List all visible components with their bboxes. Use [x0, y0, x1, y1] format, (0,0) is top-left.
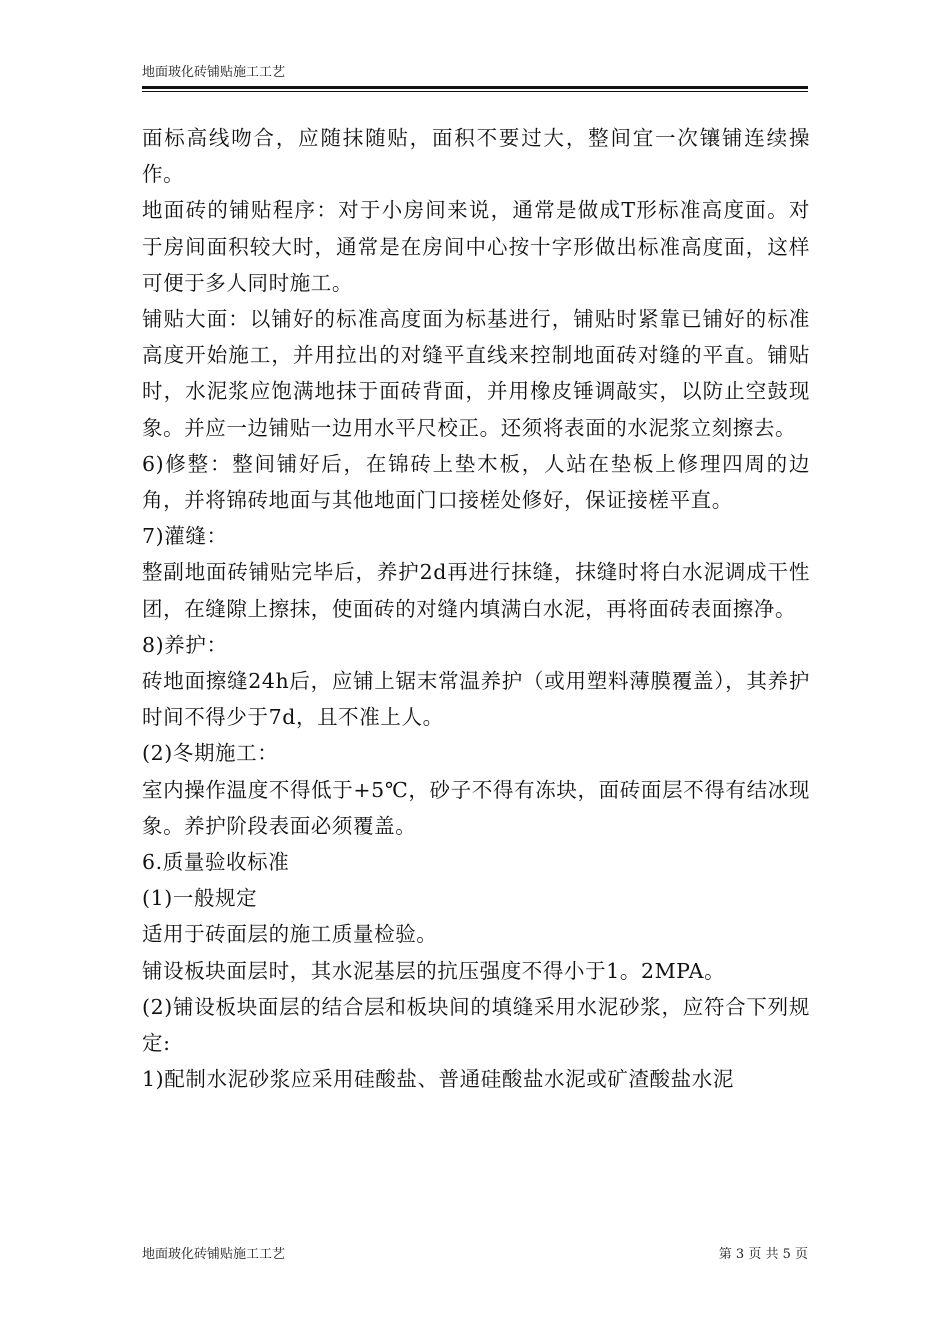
section-heading: 6.质量验收标准 — [142, 850, 290, 875]
paragraph: 适用于砖面层的施工质量检验。 — [142, 922, 438, 947]
header-rule-thick — [142, 86, 808, 89]
paragraph: 面标高线吻合，应随抹随贴，面积不要过大，整间宜一次镶铺连续操作。 — [142, 126, 810, 187]
paragraph: 整副地面砖铺贴完毕后，养护2d再进行抹缝，抹缝时将白水泥调成干性团，在缝隙上擦抹，使面砖的对缝内填满白水泥，再将面砖表面擦净。 — [142, 560, 810, 621]
paragraph: (2)冬期施工： — [142, 741, 279, 766]
paragraph: 砖地面擦缝24h后，应铺上锯末常温养护（或用塑料薄膜覆盖），其养护时间不得少于7d，且不准上人。 — [142, 669, 810, 730]
paragraph: (1)一般规定 — [142, 886, 258, 911]
page-footer — [142, 1246, 808, 1266]
header-title: 地面玻化砖铺贴施工工艺 — [142, 65, 286, 80]
header-rule-thin — [142, 91, 808, 92]
paragraph: (2)铺设板块面层的结合层和板块间的填缝采用水泥砂浆，应符合下列规定: — [142, 994, 810, 1056]
paragraph: 室内操作温度不得低于+5℃，砂子不得有冻块，面砖面层不得有结冰现象。养护阶段表面必须覆盖。 — [142, 777, 810, 838]
paragraph: 1)配制水泥砂浆应采用硅酸盐、普通硅酸盐水泥或矿渣酸盐水泥 — [142, 1067, 734, 1092]
page-number: 第 3 页 共 5 页 — [718, 1247, 808, 1262]
footer-title: 地面玻化砖铺贴施工工艺 — [142, 1247, 286, 1262]
page-header — [142, 64, 808, 92]
paragraph: 7)灌缝： — [142, 524, 228, 549]
paragraph: 铺贴大面：以铺好的标准高度面为标基进行，铺贴时紧靠已铺好的标准高度开始施工，并用拉出的对缝平直线来控制地面砖对缝的平直。铺贴时，水泥浆应饱满地抹于面砖背面，并用橡皮锤调敲实，以防止空鼓现象。并应一边铺贴一边用水平尺校正。还须将表面的水泥浆立刻擦去。 — [142, 307, 810, 440]
paragraph: 地面砖的铺贴程序：对于小房间来说，通常是做成T形标准高度面。对于房间面积较大时，通常是在房间中心按十字形做出标准高度面，这样可便于多人同时施工。 — [142, 198, 810, 295]
paragraph: 铺设板块面层时，其水泥基层的抗压强度不得小于1。2MPA。 — [142, 958, 726, 983]
paragraph: 8)养护： — [142, 632, 228, 657]
document-body — [142, 120, 810, 1097]
paragraph: 6)修整：整间铺好后，在锦砖上垫木板，人站在垫板上修理四周的边角，并将锦砖地面与其他地面门口接槎处修好，保证接槎平直。 — [142, 451, 810, 513]
